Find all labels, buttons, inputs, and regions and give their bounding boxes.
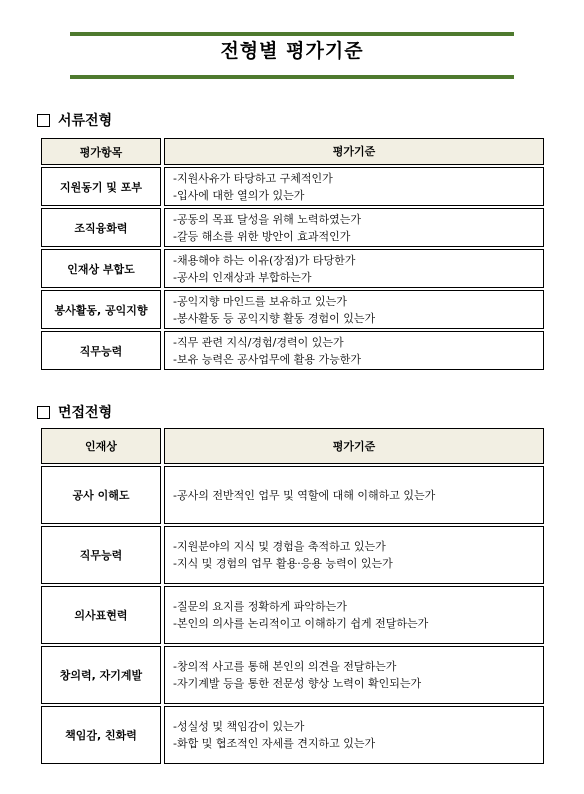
criterion-detail-cell bbox=[164, 290, 544, 329]
table-row bbox=[41, 646, 544, 704]
table-header-row bbox=[41, 428, 544, 464]
criterion-line: -성실성 및 책임감이 있는가 bbox=[173, 720, 305, 733]
section2-heading-label: 면접전형 bbox=[58, 405, 113, 421]
table-row bbox=[41, 167, 544, 206]
table-row bbox=[41, 249, 544, 288]
header-cell-right: 평가기준 bbox=[164, 138, 544, 165]
header-cell-right: 평가기준 bbox=[164, 428, 544, 464]
criterion-detail-cell bbox=[164, 249, 544, 288]
title-banner bbox=[70, 32, 514, 79]
square-bullet-icon bbox=[37, 114, 50, 127]
criterion-line: -공동의 목표 달성을 위해 노력하였는가 bbox=[173, 212, 361, 226]
criterion-line: -직무 관련 지식/경험/경력이 있는가 bbox=[173, 335, 344, 349]
criterion-line: -지원분야의 지식 및 경험을 축적하고 있는가 bbox=[173, 540, 386, 553]
table-row bbox=[41, 290, 544, 329]
criterion-line: -공사의 전반적인 업무 및 역할에 대해 이해하고 있는가 bbox=[173, 488, 436, 502]
section1-heading-label: 서류전형 bbox=[58, 113, 113, 129]
criterion-name-cell: 인재상 부합도 bbox=[41, 249, 161, 288]
section1-heading bbox=[37, 110, 112, 130]
criterion-name-cell: 직무능력 bbox=[41, 526, 161, 584]
table-row bbox=[41, 526, 544, 584]
criterion-line: -보유 능력은 공사업무에 활용 가능한가 bbox=[173, 352, 361, 366]
criterion-line: -본인의 의사를 논리적이고 이해하기 쉽게 전달하는가 bbox=[173, 617, 429, 630]
criterion-line: -화합 및 협조적인 자세를 견지하고 있는가 bbox=[173, 737, 376, 750]
criterion-detail-cell bbox=[164, 208, 544, 247]
header-cell-left: 평가항목 bbox=[41, 138, 161, 165]
criterion-line: -갈등 해소를 위한 방안이 효과적인가 bbox=[173, 229, 351, 243]
criterion-detail-cell bbox=[164, 526, 544, 584]
criterion-line: -봉사활동 등 공익지향 활동 경험이 있는가 bbox=[173, 311, 376, 325]
criterion-detail-cell bbox=[164, 466, 544, 524]
criterion-line: -지원사유가 타당하고 구체적인가 bbox=[173, 171, 333, 185]
criterion-name-cell: 책임감, 친화력 bbox=[41, 706, 161, 764]
criterion-detail-cell bbox=[164, 706, 544, 764]
criterion-detail-cell bbox=[164, 331, 544, 370]
table-row bbox=[41, 706, 544, 764]
table-row bbox=[41, 208, 544, 247]
criterion-name-cell: 창의력, 자기계발 bbox=[41, 646, 161, 704]
criterion-name-cell: 공사 이해도 bbox=[41, 466, 161, 524]
criterion-name-cell: 지원동기 및 포부 bbox=[41, 167, 161, 206]
criterion-detail-cell bbox=[164, 586, 544, 644]
criterion-name-cell: 의사표현력 bbox=[41, 586, 161, 644]
criterion-name-cell: 조직융화력 bbox=[41, 208, 161, 247]
criterion-line: -공사의 인재상과 부합하는가 bbox=[173, 270, 312, 284]
criterion-line: -자기계발 등을 통한 전문성 향상 노력이 확인되는가 bbox=[173, 677, 422, 690]
page-title: 전형별 평가기준 bbox=[220, 40, 364, 62]
square-bullet-icon bbox=[37, 406, 50, 419]
table-row bbox=[41, 331, 544, 370]
criterion-detail-cell bbox=[164, 646, 544, 704]
criterion-line: -지식 및 경험의 업무 활용·응용 능력이 있는가 bbox=[173, 557, 393, 570]
criterion-line: -공익지향 마인드를 보유하고 있는가 bbox=[173, 294, 347, 308]
table-row bbox=[41, 466, 544, 524]
section2-heading bbox=[37, 402, 112, 422]
criterion-detail-cell bbox=[164, 167, 544, 206]
criterion-line: -입사에 대한 열의가 있는가 bbox=[173, 188, 305, 202]
criterion-line: -창의적 사고를 통해 본인의 의견을 전달하는가 bbox=[173, 660, 397, 673]
criterion-name-cell: 봉사활동, 공익지향 bbox=[41, 290, 161, 329]
table-row bbox=[41, 586, 544, 644]
criterion-line: -채용해야 하는 이유(장점)가 타당한가 bbox=[173, 253, 356, 267]
criterion-line: -질문의 요지를 정확하게 파악하는가 bbox=[173, 600, 347, 613]
criterion-name-cell: 직무능력 bbox=[41, 331, 161, 370]
table-header-row bbox=[41, 138, 544, 165]
header-cell-left: 인재상 bbox=[41, 428, 161, 464]
